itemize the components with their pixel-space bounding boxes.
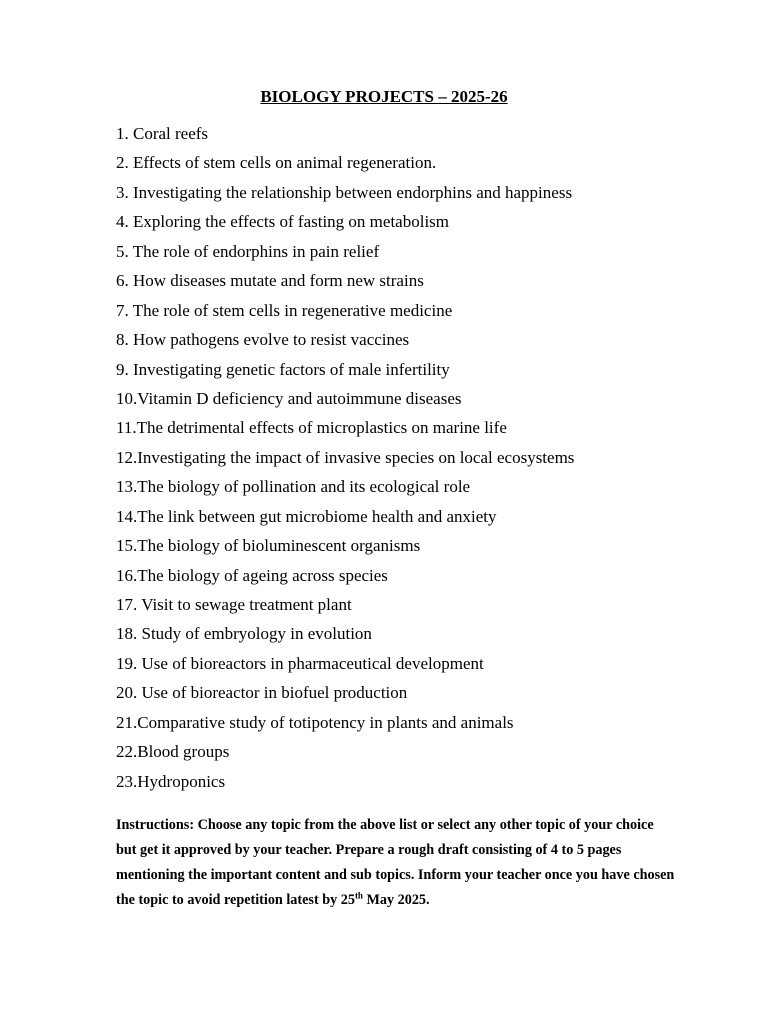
list-item [116,653,736,682]
instructions-paragraph [116,813,676,913]
list-item-text: 8. How pathogens evolve to resist vaccines [116,330,410,350]
list-item [116,359,736,388]
list-item [116,241,736,270]
list-item-text: 4. Exploring the effects of fasting on metabolism [116,212,450,232]
list-item-text: 3. Investigating the relationship between endorphins and happiness [116,182,573,202]
topic-list [116,123,736,800]
list-item-text: 2. Effects of stem cells on animal regeneration. [116,153,437,173]
list-item [116,211,736,240]
list-item [116,300,736,329]
list-item-text: 6. How diseases mutate and form new strains [116,271,424,291]
list-item-text: 15.The biology of bioluminescent organisms [116,536,421,556]
list-item-text: 22.Blood groups [116,742,230,762]
list-item-text: 10.Vitamin D deficiency and autoimmune diseases [116,388,462,408]
list-item-text: 9. Investigating genetic factors of male infertility [116,359,450,379]
list-item [116,417,736,446]
list-item [116,682,736,711]
list-item-text: 12.Investigating the impact of invasive species on local ecosystems [116,447,575,467]
instructions-text-end: May 2025. [362,892,430,908]
document-title: BIOLOGY PROJECTS – 2025-26 [260,87,508,106]
list-item-text: 16.The biology of ageing across species [116,565,388,585]
list-item [116,741,736,770]
list-item-text: 21.Comparative study of totipotency in plants and animals [116,712,514,732]
list-item-text: 19. Use of bioreactors in pharmaceutical development [116,653,484,673]
list-item [116,535,736,564]
list-item [116,447,736,476]
list-item-text: 18. Study of embryology in evolution [116,624,372,644]
list-item [116,476,736,505]
list-item [116,623,736,652]
list-item [116,506,736,535]
list-item [116,329,736,358]
list-item [116,565,736,594]
instructions-text: Instructions: Choose any topic from the above list or select any other topic of your choice but get it approved by your teacher. Prepare a rough draft consisting of 4 to 5 pages mentioning the important content and sub topics. Inform your teacher once you have chosen the topic to avoid repetition latest by 25 [116,817,675,908]
list-item [116,270,736,299]
list-item [116,712,736,741]
list-item [116,388,736,417]
list-item [116,152,736,181]
list-item-text: 5. The role of endorphins in pain relief [116,241,380,261]
list-item [116,771,736,800]
list-item-text: 20. Use of bioreactor in biofuel production [116,683,408,703]
list-item-text: 23.Hydroponics [116,771,226,791]
list-item-text: 11.The detrimental effects of microplastics on marine life [116,418,507,438]
list-item-text: 13.The biology of pollination and its ecological role [116,477,471,497]
list-item-text: 14.The link between gut microbiome health and anxiety [116,506,497,526]
list-item-text: 1. Coral reefs [116,124,209,143]
list-item [116,182,736,211]
list-item [116,594,736,623]
ordinal-superscript: th [354,890,363,901]
list-item-text: 17. Visit to sewage treatment plant [116,595,352,614]
list-item [116,123,736,152]
list-item-text: 7. The role of stem cells in regenerative medicine [116,300,453,320]
